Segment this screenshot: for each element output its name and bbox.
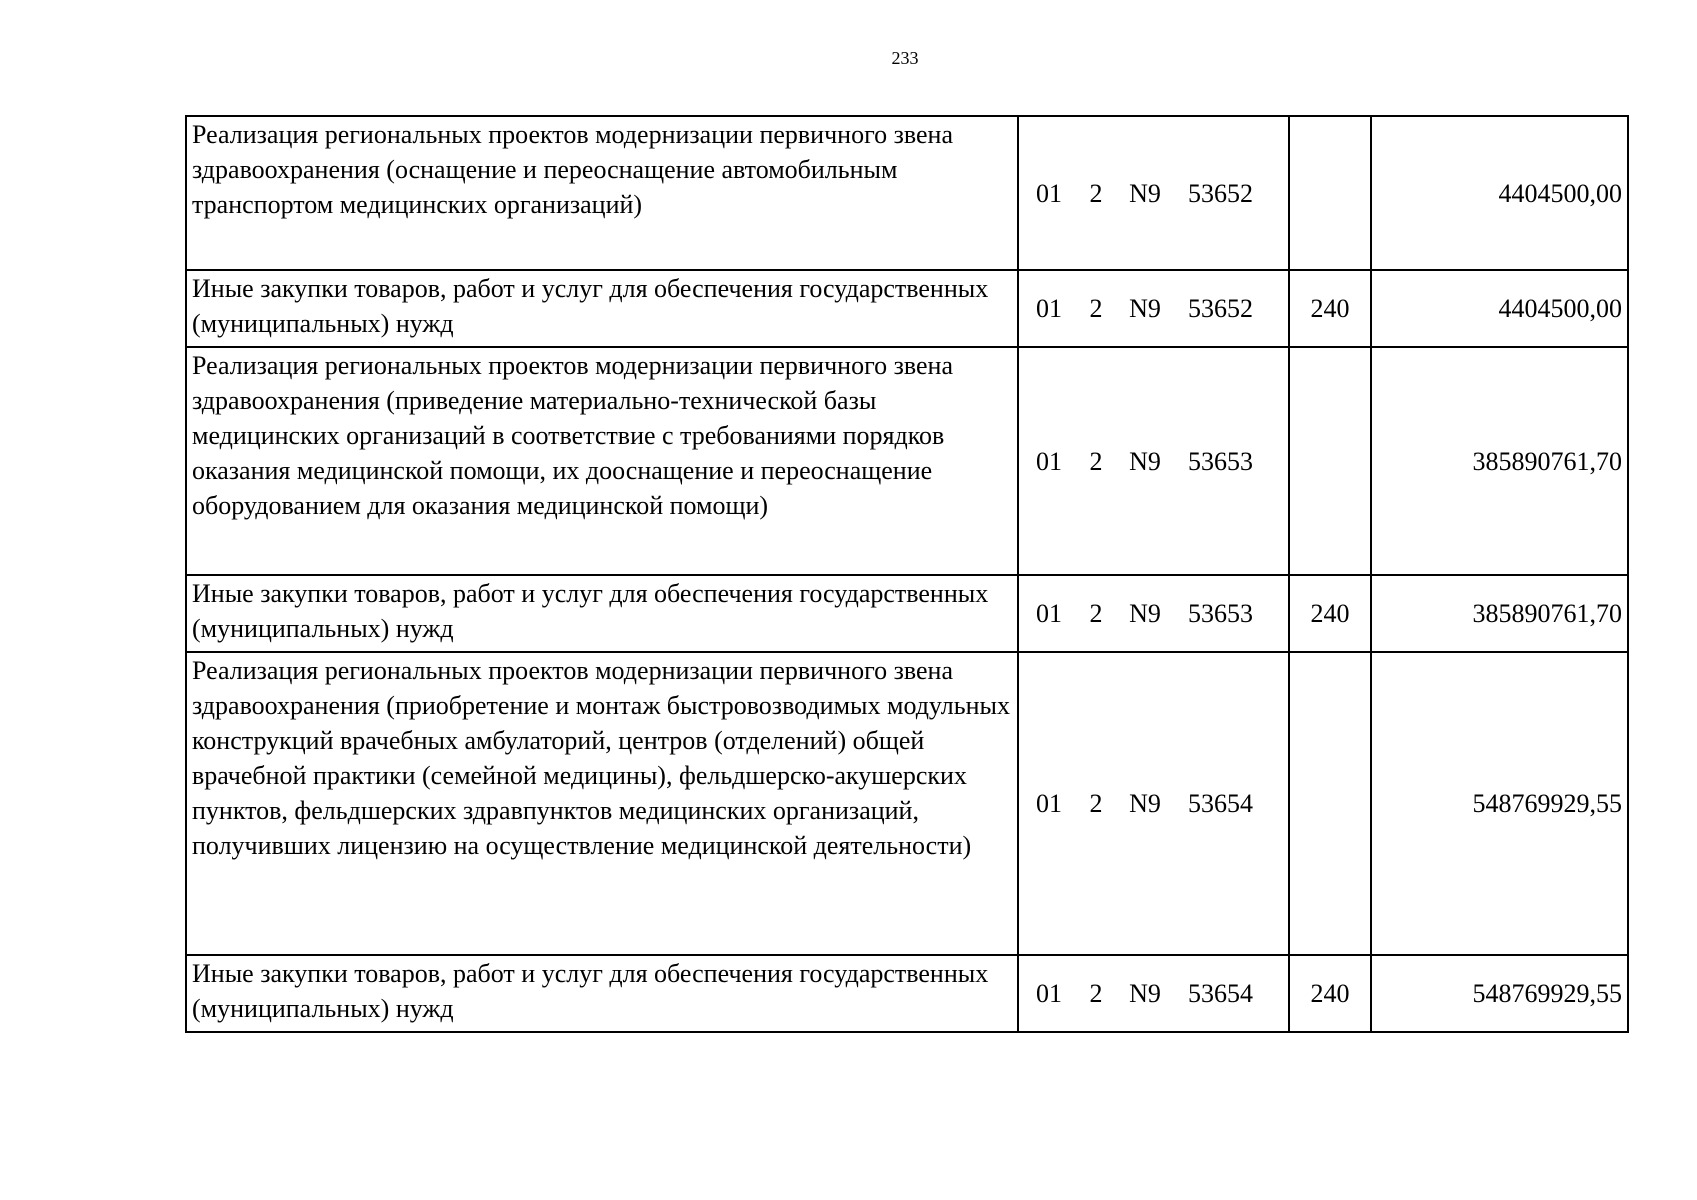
table-row xyxy=(186,575,1628,652)
code-subprogram: 2 xyxy=(1089,446,1103,476)
page-number: 233 xyxy=(891,48,919,68)
amount-cell: 4404500,00 xyxy=(1371,116,1628,270)
code-subprogram: 2 xyxy=(1089,979,1103,1008)
table-row xyxy=(186,347,1628,575)
target-code-cell xyxy=(1018,575,1289,652)
code-project: N9 xyxy=(1129,979,1161,1008)
description-cell: Иные закупки товаров, работ и услуг для обеспечения государственных (муниципальных) нужд xyxy=(186,955,1018,1032)
code-program: 01 xyxy=(1036,178,1062,208)
code-project: N9 xyxy=(1129,294,1161,323)
code-program: 01 xyxy=(1036,599,1062,628)
target-code-cell xyxy=(1018,116,1289,270)
code-subprogram: 2 xyxy=(1089,789,1103,818)
target-code-cell xyxy=(1018,955,1289,1032)
target-code-cell xyxy=(1018,652,1289,955)
code-program: 01 xyxy=(1036,979,1062,1008)
code-direction: 53653 xyxy=(1188,599,1253,628)
description-cell: Реализация региональных проектов модернизации первичного звена здравоохранения (приобретение и монтаж быстровозводимых модульных конструкций врачебных амбулаторий, центров (отделений) общей врачебной практики (семейной медицины), фельдшерско-акушерских пунктов, фельдшерских здравпунктов медицинских организаций, получивших лицензию на осуществление медицинской деятельности) xyxy=(186,652,1018,955)
code-project: N9 xyxy=(1129,599,1161,628)
code-project: N9 xyxy=(1129,446,1161,476)
code-direction: 53652 xyxy=(1188,178,1253,208)
code-subprogram: 2 xyxy=(1089,294,1103,323)
table-row xyxy=(186,955,1628,1032)
description-cell: Реализация региональных проектов модернизации первичного звена здравоохранения (приведение материально-технической базы медицинских организаций в соответствие с требованиями порядков оказания медицинской помощи, их дооснащение и переоснащение оборудованием для оказания медицинской помощи) xyxy=(186,347,1018,575)
code-program: 01 xyxy=(1036,294,1062,323)
code-program: 01 xyxy=(1036,446,1062,476)
code-subprogram: 2 xyxy=(1089,599,1103,628)
expense-type-cell xyxy=(1289,652,1371,955)
expense-type-cell: 240 xyxy=(1289,270,1371,347)
code-direction: 53654 xyxy=(1188,789,1253,818)
amount-cell: 4404500,00 xyxy=(1371,270,1628,347)
code-project: N9 xyxy=(1129,789,1161,818)
expense-type-cell: 240 xyxy=(1289,575,1371,652)
table-row xyxy=(186,652,1628,955)
description-cell: Реализация региональных проектов модернизации первичного звена здравоохранения (оснащение и переоснащение автомобильным транспортом медицинских организаций) xyxy=(186,116,1018,270)
code-subprogram: 2 xyxy=(1089,178,1103,208)
expense-type-cell xyxy=(1289,116,1371,270)
budget-table xyxy=(185,115,1629,1033)
amount-cell: 548769929,55 xyxy=(1371,955,1628,1032)
target-code-cell xyxy=(1018,347,1289,575)
description-cell: Иные закупки товаров, работ и услуг для обеспечения государственных (муниципальных) нужд xyxy=(186,270,1018,347)
code-program: 01 xyxy=(1036,789,1062,818)
code-direction: 53654 xyxy=(1188,979,1253,1008)
code-direction: 53653 xyxy=(1188,446,1253,476)
expense-type-cell: 240 xyxy=(1289,955,1371,1032)
table-row xyxy=(186,270,1628,347)
expense-type-cell xyxy=(1289,347,1371,575)
amount-cell: 548769929,55 xyxy=(1371,652,1628,955)
description-cell: Иные закупки товаров, работ и услуг для обеспечения государственных (муниципальных) нужд xyxy=(186,575,1018,652)
code-direction: 53652 xyxy=(1188,294,1253,323)
amount-cell: 385890761,70 xyxy=(1371,575,1628,652)
amount-cell: 385890761,70 xyxy=(1371,347,1628,575)
code-project: N9 xyxy=(1129,178,1161,208)
target-code-cell xyxy=(1018,270,1289,347)
table-row xyxy=(186,116,1628,270)
